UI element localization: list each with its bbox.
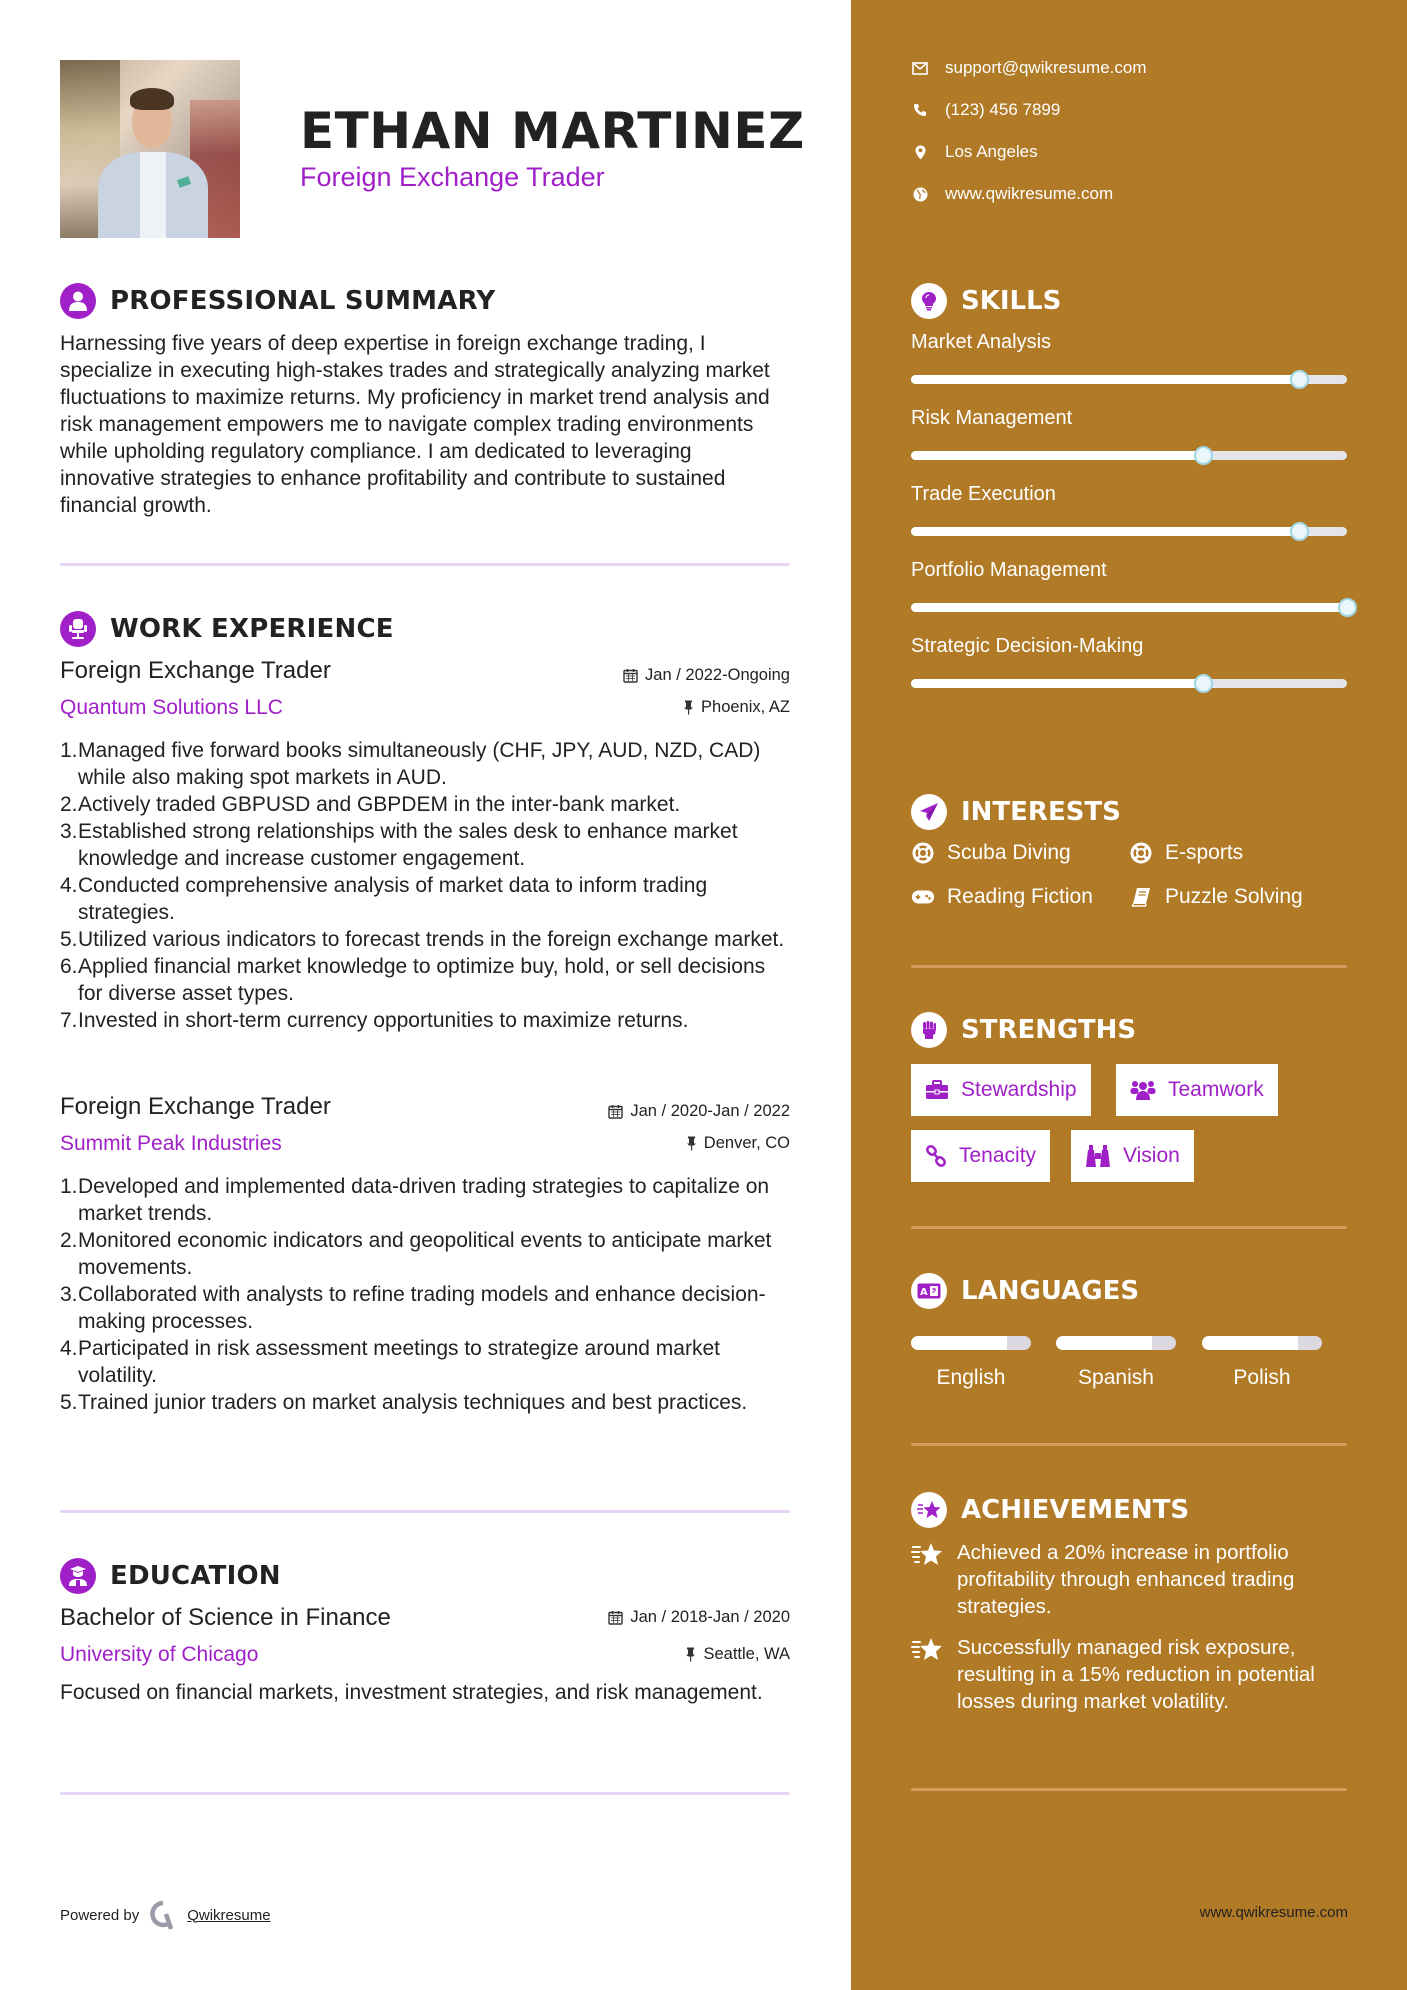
calendar-icon [608,1104,623,1119]
fist-icon [911,1012,947,1048]
contact-phone[interactable]: (123) 456 7899 [911,100,1060,120]
interest-item: E-sports [1129,841,1243,865]
contact-email[interactable]: support@qwikresume.com [911,58,1147,78]
pushpin-icon [685,1647,696,1662]
slider-thumb[interactable] [1290,522,1309,541]
star-icon [911,1634,945,1715]
section-title: EDUCATION [110,1561,281,1591]
degree: Bachelor of Science in Finance [60,1604,391,1631]
user-icon [60,283,96,319]
section-divider [911,1443,1347,1446]
interest-item: Reading Fiction [911,885,1093,909]
language-level-bar [911,1336,1031,1350]
list-item: 4. Conducted comprehensive analysis of market data to inform trading strategies. [60,874,708,924]
slider-thumb[interactable] [1194,674,1213,693]
summary-text: Harnessing five years of deep expertise in foreign exchange trading, I specialize in executing high-stakes trades and strategically analyzing market fluctuations to maximize returns. My proficiency in market trend analysis and risk management empowers me to navigate complex trading environments while upholding regulatory compliance. I am dedicated to leveraging innovative strategies to enhance profitability and contribute to sustained financial growth. [60,332,770,517]
contact-location: Los Angeles [911,142,1038,162]
company-name: Quantum Solutions LLC [60,696,283,719]
job-title: Foreign Exchange Trader [60,657,331,684]
users-icon [1130,1079,1156,1101]
globe-icon [911,185,929,203]
job-location: Phoenix, AZ [683,698,790,717]
list-item: 3. Collaborated with analysts to refine trading models and enhance decision-making processes. [60,1283,766,1333]
section-title: ACHIEVEMENTS [961,1495,1190,1525]
candidate-title: Foreign Exchange Trader [300,162,605,192]
skill-label: Strategic Decision-Making [911,635,1144,657]
skill-slider-strategic-decision-making[interactable] [911,679,1347,688]
skill-label: Trade Execution [911,483,1056,505]
section-title: SKILLS [961,286,1062,316]
list-item: 4. Participated in risk assessment meetings to strategize around market volatility. [60,1337,720,1387]
list-item: 3. Established strong relationships with the sales desk to enhance market knowledge and increase customer engagement. [60,820,738,870]
section-title: INTERESTS [961,797,1121,827]
pushpin-icon [686,1136,697,1151]
company-name: Summit Peak Industries [60,1132,282,1155]
svg-text:A: A [920,1287,928,1298]
envelope-icon [911,59,929,77]
achievement-item: Achieved a 20% increase in portfolio profitability through enhanced trading strategies. [911,1539,1351,1620]
gamepad-icon [911,885,935,909]
list-item: 5. Utilized various indicators to forecast trends in the foreign exchange market. [60,928,785,951]
star-icon [911,1492,947,1528]
section-title: PROFESSIONAL SUMMARY [110,286,496,316]
graduate-icon [60,1558,96,1594]
slider-thumb[interactable] [1194,446,1213,465]
list-item: 6. Applied financial market knowledge to optimize buy, hold, or sell decisions for diverse asset types. [60,955,766,1005]
star-icon [911,1539,945,1620]
job-dates: Jan / 2020-Jan / 2022 [608,1102,790,1121]
phone-icon [911,101,929,119]
language-label: English [936,1366,1006,1389]
briefcase-icon [925,1080,949,1100]
language-level-bar [1202,1336,1322,1350]
interests-heading [911,794,1121,830]
strength-chip: Stewardship [911,1064,1091,1116]
achievement-item: Successfully managed risk exposure, resulting in a 15% reduction in potential losses during market volatility. [911,1634,1351,1715]
skill-slider-portfolio-management[interactable] [911,603,1347,612]
education-description: Focused on financial markets, investment strategies, and risk management. [60,1681,763,1704]
life-ring-icon [1129,841,1153,865]
school-name: University of Chicago [60,1643,259,1666]
language-label: Polish [1233,1366,1291,1389]
achievements-heading [911,1492,1189,1528]
powered-by: Powered by Qwikresume [60,1900,271,1930]
section-divider [60,1792,790,1795]
strength-chip: Vision [1071,1130,1194,1182]
map-pin-icon [911,143,929,161]
candidate-name: ETHAN MARTINEZ [300,102,805,160]
calendar-icon [608,1610,623,1625]
languages-heading [911,1273,1139,1309]
section-divider [60,1510,790,1513]
footer-website-link[interactable]: www.qwikresume.com [1199,1904,1348,1921]
education-heading [60,1558,281,1594]
list-item: 1. Developed and implemented data-driven trading strategies to capitalize on market trends. [60,1175,770,1225]
section-divider [911,1788,1347,1791]
contact-website[interactable]: www.qwikresume.com [911,184,1113,204]
strength-chip: Teamwork [1116,1064,1278,1116]
skills-heading [911,283,1061,319]
job-bullets [60,1173,790,1416]
section-divider [60,563,790,566]
section-title: WORK EXPERIENCE [110,614,394,644]
section-title: LANGUAGES [961,1276,1140,1306]
job-dates: Jan / 2022-Ongoing [623,666,790,685]
skill-label: Risk Management [911,407,1073,429]
lightbulb-icon [911,283,947,319]
section-title: STRENGTHS [961,1015,1137,1045]
skill-slider-market-analysis[interactable] [911,375,1347,384]
experience-heading [60,611,394,647]
education-dates: Jan / 2018-Jan / 2020 [608,1608,790,1627]
language-label: Spanish [1078,1366,1154,1389]
link-icon [925,1145,947,1167]
job-title: Foreign Exchange Trader [60,1093,331,1120]
list-item: 5. Trained junior traders on market analysis techniques and best practices. [60,1391,748,1414]
job-location: Denver, CO [686,1134,790,1153]
qwikresume-link[interactable]: Qwikresume [187,1906,271,1924]
strength-chip: Tenacity [911,1130,1050,1182]
profile-photo [60,60,240,238]
calendar-icon [623,668,638,683]
list-item: 2. Monitored economic indicators and geopolitical events to anticipate market movements. [60,1229,772,1279]
section-divider [911,965,1347,968]
interest-item: Scuba Diving [911,841,1071,865]
interest-item: Puzzle Solving [1129,885,1303,909]
strengths-heading [911,1012,1136,1048]
skill-slider-risk-management[interactable] [911,451,1347,460]
slider-thumb[interactable] [1338,598,1357,617]
paper-plane-icon [911,794,947,830]
life-ring-icon [911,841,935,865]
qwikresume-logo-icon [149,1900,177,1930]
book-icon [1129,885,1153,909]
list-item: 2. Actively traded GBPUSD and GBPDEM in the inter-bank market. [60,793,681,816]
skill-label: Portfolio Management [911,559,1107,581]
skill-label: Market Analysis [911,331,1052,353]
office-chair-icon [60,611,96,647]
translate-icon [911,1273,947,1309]
binoculars-icon [1085,1144,1111,1168]
section-divider [911,1226,1347,1229]
slider-thumb[interactable] [1290,370,1309,389]
pushpin-icon [683,700,694,715]
list-item: 1. Managed five forward books simultaneously (CHF, JPY, AUD, NZD, CAD) while also making spot markets in AUD. [60,739,761,789]
language-level-bar [1056,1336,1176,1350]
list-item: 7. Invested in short-term currency opportunities to maximize returns. [60,1009,689,1032]
skill-slider-trade-execution[interactable] [911,527,1347,536]
summary-heading [60,283,495,319]
job-bullets [60,737,790,1034]
education-location: Seattle, WA [685,1645,790,1664]
